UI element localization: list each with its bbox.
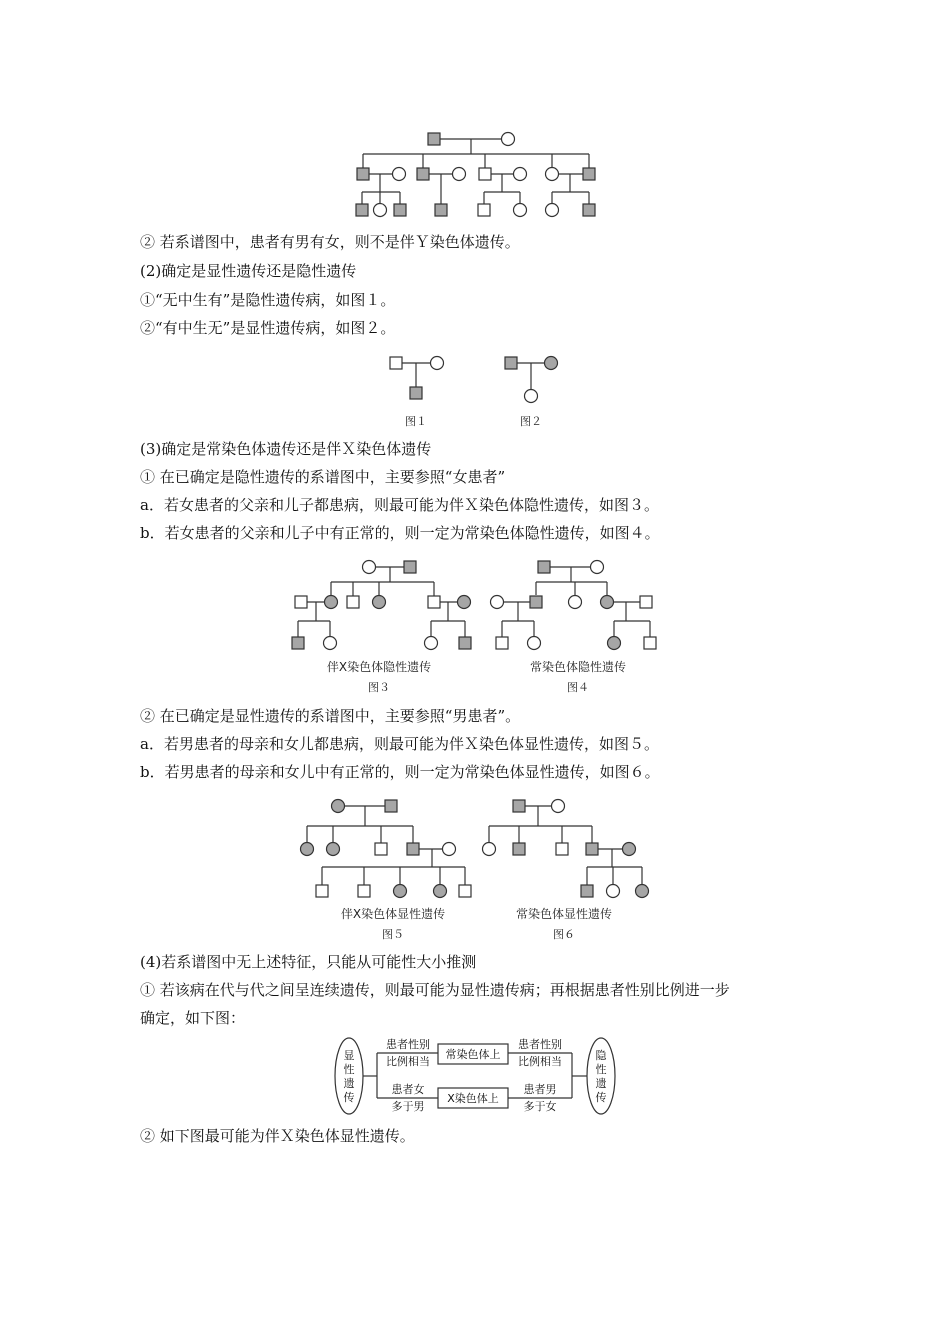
pedigree-fig3-fig4	[285, 555, 665, 698]
male-affected	[583, 168, 595, 180]
male-affected	[410, 387, 422, 399]
female-affected	[301, 843, 314, 856]
text-line: a．若男患者的母亲和女儿都患病，则最可能为伴Ｘ染色体显性遗传，如图５。	[140, 735, 659, 753]
female-normal	[453, 168, 466, 181]
text-line: ② 若系谱图中，患者有男有女，则不是伴Ｙ染色体遗传。	[140, 233, 520, 251]
recessive-char: 性	[595, 1063, 607, 1076]
x-chromosome-label: X染色体上	[447, 1092, 499, 1105]
female-affected	[327, 843, 340, 856]
male-normal	[478, 204, 490, 216]
text-line: b．若男患者的母亲和女儿中有正常的，则一定为常染色体显性遗传，如图６。	[140, 763, 660, 781]
text-line: 确定，如下图：	[140, 1009, 246, 1027]
male-normal	[556, 843, 568, 855]
male-affected	[357, 168, 369, 180]
section-heading: (2)确定是显性遗传还是隐性遗传	[140, 262, 357, 280]
text-line: a．若女患者的父亲和儿子都患病，则最可能为伴Ｘ染色体隐性遗传，如图３。	[140, 496, 659, 514]
recessive-char: 隐	[595, 1049, 607, 1062]
female-normal	[591, 561, 604, 574]
male-affected	[356, 204, 368, 216]
male-normal	[496, 637, 508, 649]
female-normal	[552, 800, 565, 813]
male-affected	[459, 637, 471, 649]
inheritance-flowchart	[325, 1032, 625, 1120]
female-normal	[443, 843, 456, 856]
male-affected	[428, 133, 440, 145]
autosome-label: 常染色体上	[445, 1048, 501, 1061]
female-normal	[528, 637, 541, 650]
female-affected	[394, 885, 407, 898]
text-line: ② 在已确定是显性遗传的系谱图中，主要参照“男患者”。	[140, 707, 521, 725]
male-affected	[513, 843, 525, 855]
male-normal	[428, 596, 440, 608]
recessive-char: 遗	[595, 1077, 607, 1090]
female-normal	[491, 596, 504, 609]
edge-label: 多于女	[523, 1100, 557, 1113]
male-normal	[375, 843, 387, 855]
female-normal	[431, 357, 444, 370]
figure-title: 常染色体隐性遗传	[529, 660, 627, 674]
female-normal	[514, 204, 527, 217]
female-affected	[325, 596, 338, 609]
female-affected	[608, 637, 621, 650]
recessive-char: 传	[595, 1091, 607, 1104]
male-normal	[640, 596, 652, 608]
male-normal	[347, 596, 359, 608]
edge-label: 患者性别	[518, 1038, 562, 1051]
male-normal	[459, 885, 471, 897]
dominant-char: 遗	[343, 1077, 355, 1090]
female-normal	[483, 843, 496, 856]
male-affected	[530, 596, 542, 608]
male-affected	[292, 637, 304, 649]
male-affected	[404, 561, 416, 573]
text-line: ②“有中生无”是显性遗传病，如图２。	[140, 319, 396, 337]
figure-caption: 图１	[405, 415, 427, 428]
female-normal	[393, 168, 406, 181]
figure-caption: 图４	[567, 681, 589, 694]
edge-label: 比例相当	[386, 1055, 430, 1068]
dominant-char: 显	[343, 1049, 355, 1062]
female-normal	[525, 390, 538, 403]
female-normal	[546, 204, 559, 217]
edge-label: 患者女	[391, 1083, 425, 1096]
male-affected	[435, 204, 447, 216]
female-normal	[546, 168, 559, 181]
male-normal	[390, 357, 402, 369]
female-normal	[569, 596, 582, 609]
female-normal	[324, 637, 337, 650]
male-normal	[644, 637, 656, 649]
edge-label: 多于男	[391, 1100, 425, 1113]
male-affected	[586, 843, 598, 855]
female-normal	[514, 168, 527, 181]
text-line: ①“无中生有”是隐性遗传病，如图１。	[140, 291, 396, 309]
male-affected	[385, 800, 397, 812]
female-normal	[374, 204, 387, 217]
female-normal	[425, 637, 438, 650]
male-affected	[581, 885, 593, 897]
text-line: ② 如下图最可能为伴Ｘ染色体显性遗传。	[140, 1127, 415, 1145]
male-normal	[479, 168, 491, 180]
male-affected	[538, 561, 550, 573]
male-normal	[358, 885, 370, 897]
figure-caption: 图３	[368, 681, 390, 694]
pedigree-fig5-fig6	[290, 795, 660, 945]
female-affected	[332, 800, 345, 813]
male-affected	[394, 204, 406, 216]
female-affected	[623, 843, 636, 856]
edge-label: 比例相当	[518, 1055, 562, 1068]
text-line: ① 若该病在代与代之间呈连续遗传，则最可能为显性遗传病；再根据患者性别比例进一步	[140, 981, 730, 999]
pedigree-top	[350, 128, 600, 220]
text-line: ① 在已确定是隐性遗传的系谱图中，主要参照“女患者”	[140, 468, 506, 486]
male-affected	[417, 168, 429, 180]
female-normal	[502, 133, 515, 146]
female-affected	[601, 596, 614, 609]
figure-title: 伴X染色体隐性遗传	[326, 660, 432, 674]
female-normal	[363, 561, 376, 574]
male-affected	[583, 204, 595, 216]
figure-caption: 图２	[520, 415, 542, 428]
dominant-char: 传	[343, 1091, 355, 1104]
female-affected	[373, 596, 386, 609]
figure-title: 伴X染色体显性遗传	[340, 907, 446, 921]
male-affected	[407, 843, 419, 855]
male-normal	[295, 596, 307, 608]
pedigree-fig1-fig2	[380, 348, 570, 430]
female-normal	[607, 885, 620, 898]
figure-caption: 图５	[382, 928, 404, 941]
figure-title: 常染色体显性遗传	[515, 907, 613, 921]
female-affected	[458, 596, 471, 609]
male-normal	[316, 885, 328, 897]
text-line: b．若女患者的父亲和儿子中有正常的，则一定为常染色体隐性遗传，如图４。	[140, 524, 660, 542]
female-affected	[545, 357, 558, 370]
section-heading: (3)确定是常染色体遗传还是伴Ｘ染色体遗传	[140, 440, 432, 458]
male-affected	[505, 357, 517, 369]
edge-label: 患者男	[523, 1083, 557, 1096]
female-affected	[434, 885, 447, 898]
edge-label: 患者性别	[386, 1038, 430, 1051]
dominant-char: 性	[343, 1063, 355, 1076]
section-heading: (4)若系谱图中无上述特征，只能从可能性大小推测	[140, 953, 477, 971]
female-affected	[636, 885, 649, 898]
male-affected	[513, 800, 525, 812]
figure-caption: 图６	[553, 928, 575, 941]
